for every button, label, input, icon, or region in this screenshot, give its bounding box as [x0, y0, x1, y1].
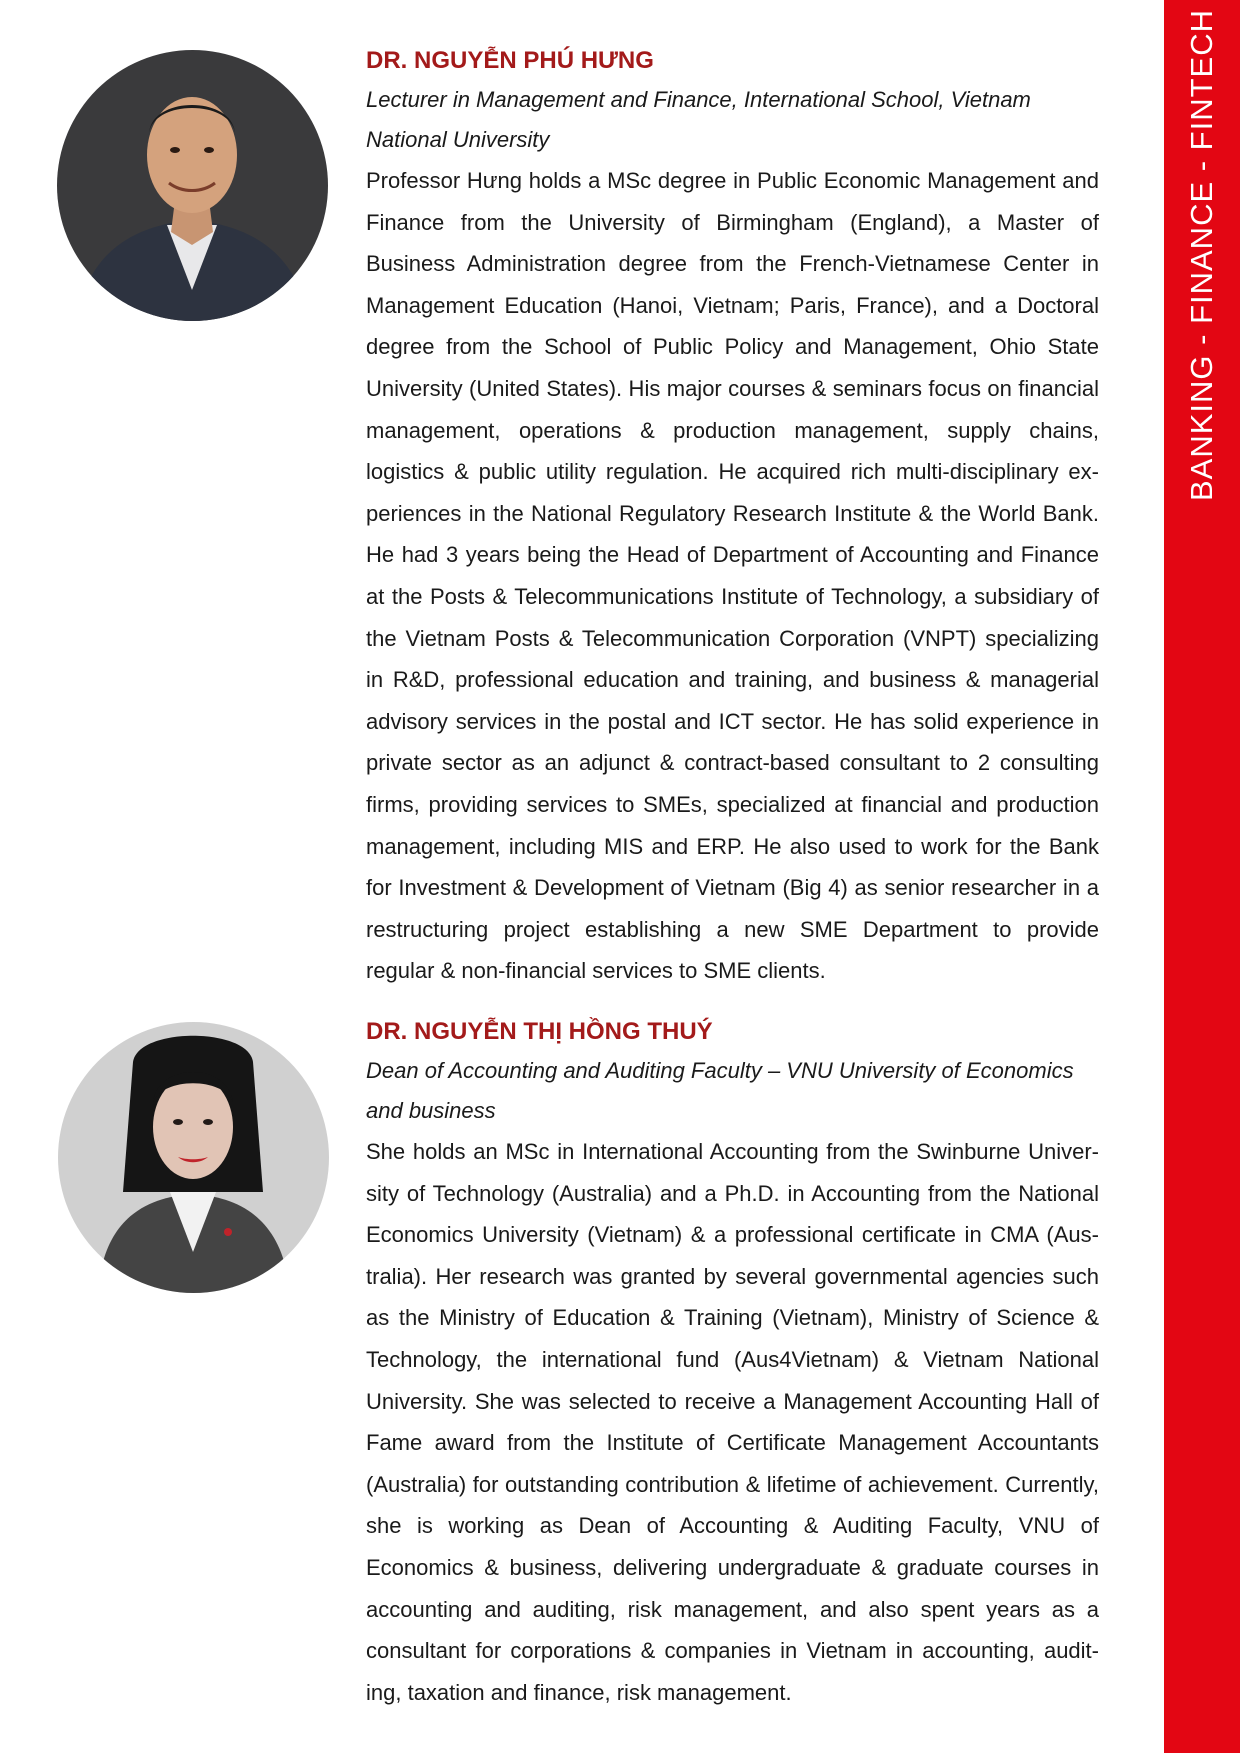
profile-title: Lecturer in Management and Finance, International School, Vietnam National University: [366, 87, 1031, 152]
profile-bio: Professor Hưng holds a MSc degree in Public Economic Management and Finance from the University of Birmingham (England), a Master of Business Administration degree from the French-Vietnamese Center in Management Education (Hanoi, Vietnam; Paris, France), and a Doctoral degree from the School of Public Policy and Management, Ohio State University (United States). His major courses & seminars focus on financial management, operations & production management, supply chains, logistics & public utility regulation. He acquired rich multi-disciplinary experiences in the National Regulatory Research Institute & the World Bank. He had 3 years being the Head of Department of Accounting and Finance at the Posts & Telecommunications Institute of Technology, a subsidiary of the Vietnam Posts & Telecommunication Corporation (VNPT) specializing in R&D, professional education and training, and business & managerial advisory services in the postal and ICT sector. He has solid experience in private sector as an adjunct & contract-based consultant to 2 consulting firms, providing services to SMEs, specialized at financial and production management, including MIS and ERP. He also used to work for the Bank for Investment & Development of Vietnam (Big 4) as senior researcher in a restructuring project establishing a new SME Department to provide regular & non-financial services to SME clients.: [366, 168, 1099, 984]
profile-title: Dean of Accounting and Auditing Faculty – VNU University of Economics and business: [366, 1058, 1074, 1123]
side-banner-text: BANKING - FINANCE - FINTECH: [1184, 8, 1219, 502]
profile-photo-1: [57, 50, 328, 321]
profile-1: [366, 42, 1099, 992]
profile-name: DR. NGUYỄN PHÚ HƯNG: [366, 47, 654, 74]
profile-2: [366, 1013, 1099, 1713]
profile-bio: She holds an MSc in International Accounting from the Swinburne University of Technology (Australia) and a Ph.D. in Accounting from the National Economics University (Vietnam) & a professional certificate in CMA (Australia). Her research was granted by several governmental agencies such as the Ministry of Education & Training (Vietnam), Ministry of Science & Technology, the international fund (Aus4Vietnam) & Vietnam National University. She was selected to receive a Management Accounting Hall of Fame award from the Institute of Certificate Management Accountants (Australia) for outstanding contribution & lifetime of achievement. Currently, she is working as Dean of Accounting & Auditing Faculty, VNU of Economics & business, delivering undergraduate & graduate courses in accounting and auditing, risk management, and also spent years as a consultant for corporations & companies in Vietnam in accounting, auditing, taxation and finance, risk management.: [366, 1139, 1099, 1705]
side-banner: [1164, 0, 1240, 1753]
portrait-woman-image: [58, 1022, 329, 1293]
profile-name: DR. NGUYỄN THỊ HỒNG THUÝ: [366, 1018, 713, 1045]
profile-photo-2: [58, 1022, 329, 1293]
portrait-man-image: [57, 50, 328, 321]
